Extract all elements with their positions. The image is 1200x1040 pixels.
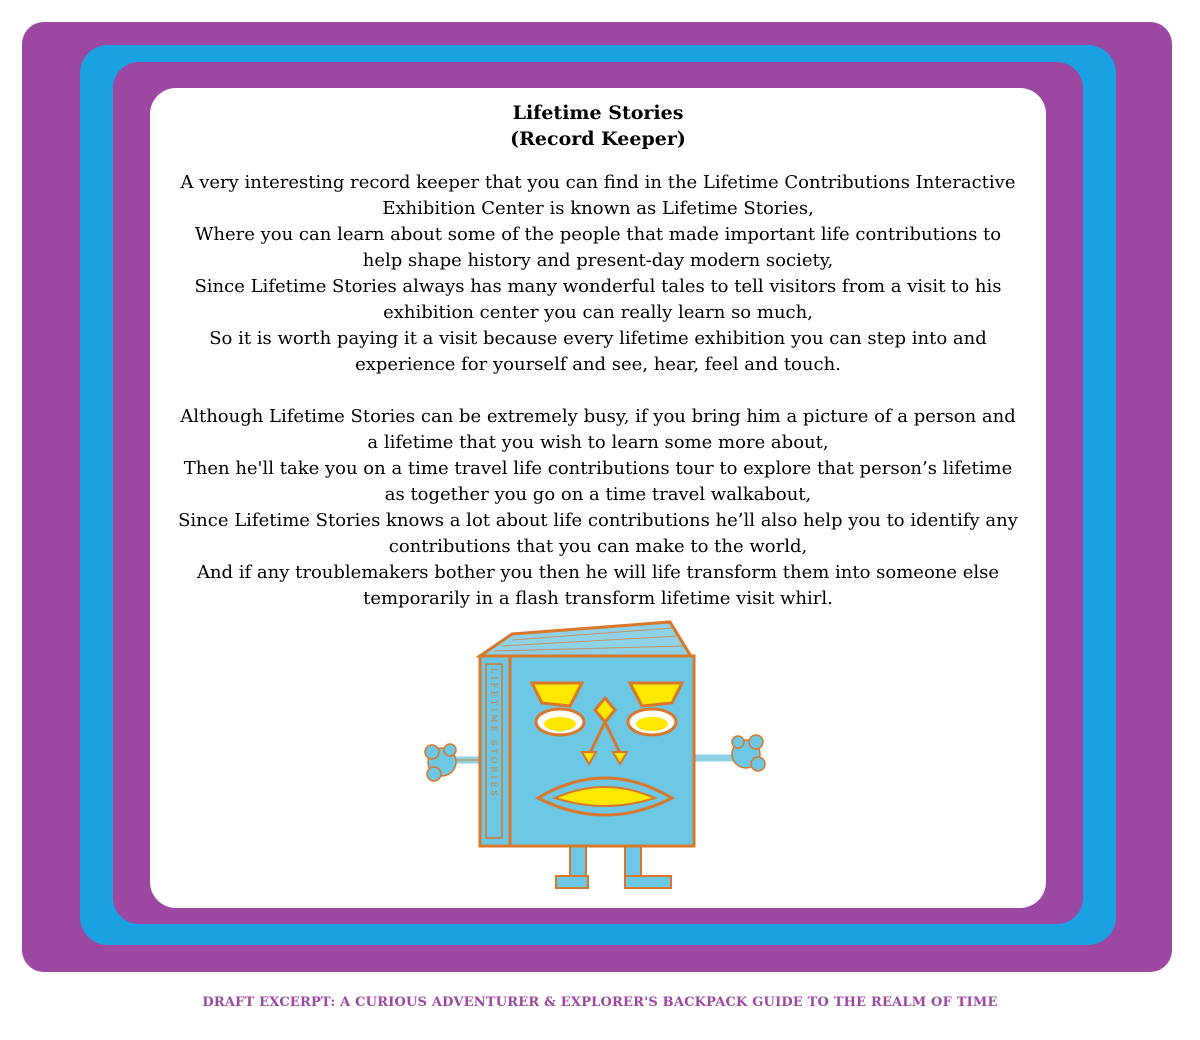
book-spine-text: LIFETIME STORIES — [489, 668, 499, 799]
title-line-1: Lifetime Stories — [512, 102, 684, 124]
book-character-icon — [420, 618, 780, 893]
stanza-1 — [174, 170, 1022, 378]
right-fist — [732, 735, 765, 771]
stanza-1-line: So it is worth paying it a visit because every lifetime exhibition you can step into and experience for yourself and see, hear, feel and touch. — [209, 328, 987, 375]
page-title — [150, 100, 1046, 152]
stanza-2-line: And if any troublemakers bother you then he will life transform them into someone else temporarily in a flash transform lifetime visit whirl. — [196, 562, 1000, 609]
left-fist — [425, 744, 456, 781]
stanza-2-line: Since Lifetime Stories knows a lot about life contributions he’ll also help you to identify any contributions that you can make to the world, — [178, 510, 1018, 557]
left-eye-iris — [544, 717, 576, 731]
stanza-1-line: A very interesting record keeper that you can find in the Lifetime Contributions Interactive Exhibition Center is known as Lifetime Stories, — [180, 172, 1016, 219]
stanza-1-line: Where you can learn about some of the people that made important life contributions to help shape history and present-day modern society, — [194, 224, 1002, 271]
title-line-2: (Record Keeper) — [510, 128, 686, 150]
right-eye-iris — [636, 717, 668, 731]
book-pages-top — [480, 622, 692, 658]
stanza-2 — [174, 404, 1022, 612]
stanza-2-line: Although Lifetime Stories can be extremely busy, if you bring him a picture of a person and a lifetime that you wish to learn some more about, — [180, 406, 1016, 453]
poem-body — [174, 170, 1022, 612]
legs — [556, 843, 671, 888]
stanza-2-line: Then he'll take you on a time travel life contributions tour to explore that person’s lifetime as together you go on a time travel walkabout, — [183, 458, 1013, 505]
stanza-1-line: Since Lifetime Stories always has many wonderful tales to tell visitors from a visit to his exhibition center you can really learn so much, — [194, 276, 1002, 323]
footer-caption: DRAFT EXCERPT: A CURIOUS ADVENTURER & EXPLORER'S BACKPACK GUIDE TO THE REALM OF TIME — [202, 995, 998, 1010]
